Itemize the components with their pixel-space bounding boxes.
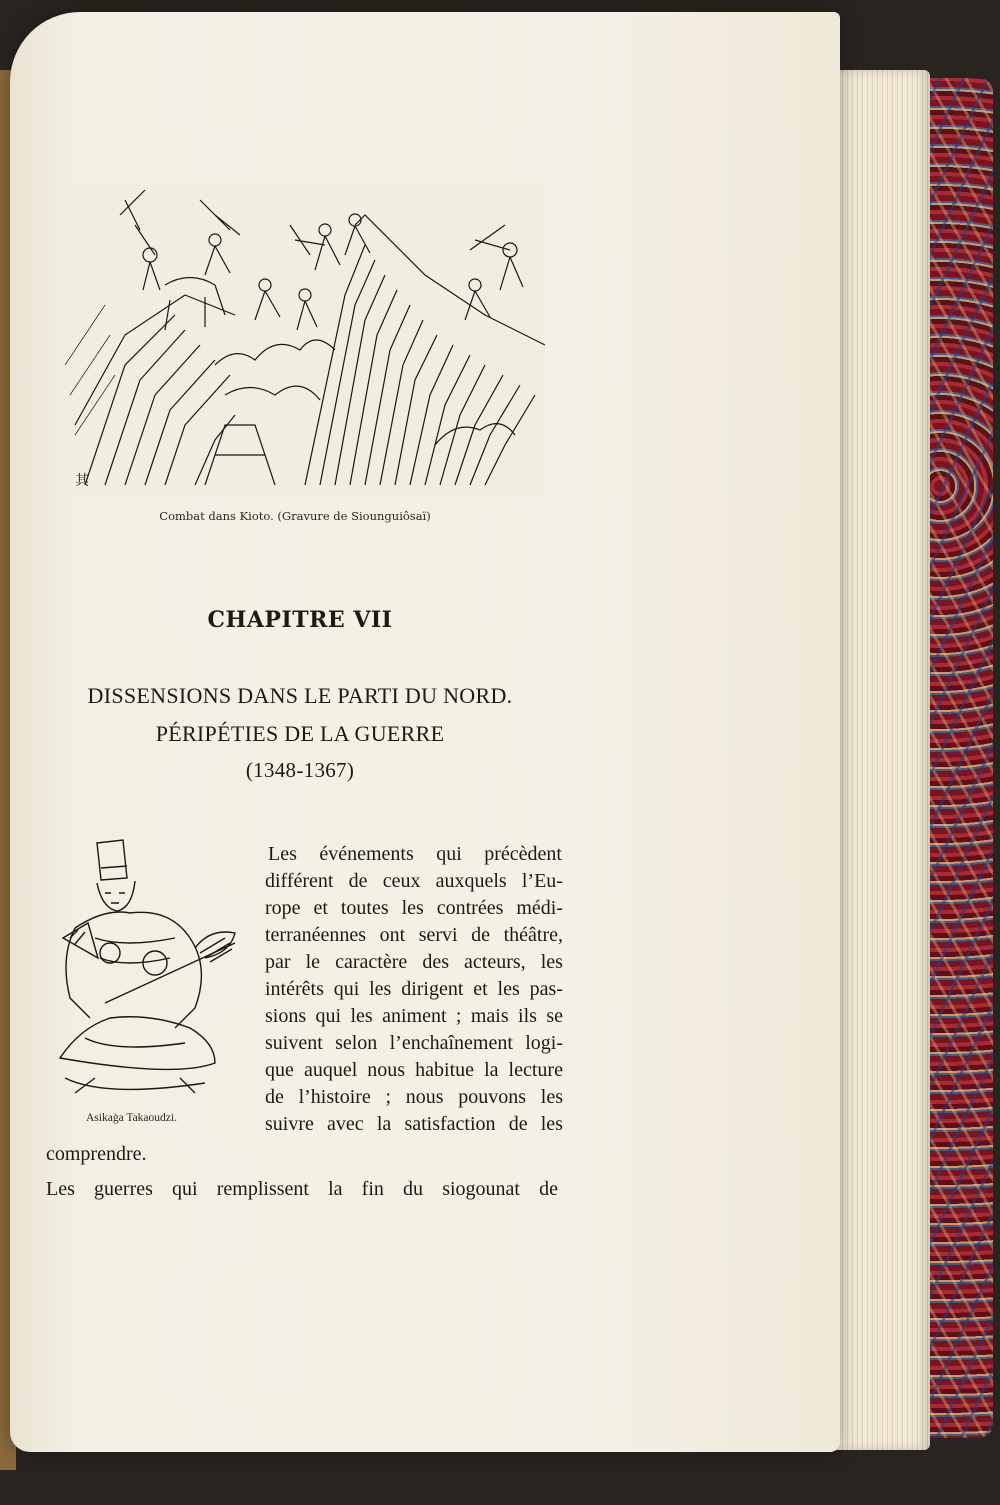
chapter-title-line-1: DISSENSIONS DANS LE PARTI DU NORD. (87, 683, 513, 708)
body-line-8: suivent selon l’enchaînement logi- (265, 1032, 563, 1054)
body-continuation: comprendre. (46, 1143, 147, 1165)
body-line-10: de l’histoire ; nous pouvons les (265, 1086, 563, 1108)
body-line-7: sions qui les animent ; mais ils se (265, 1005, 563, 1027)
chapter-dates: (1348-1367) (245, 758, 355, 782)
next-paragraph-line: Les guerres qui remplissent la fin du siogounat de (46, 1178, 558, 1200)
chapter-number: CHAPITRE VII (207, 607, 393, 633)
body-line-11: suivre avec la satisfaction de les (265, 1113, 563, 1135)
body-line-4: terranéennes ont servi de théâtre, (265, 924, 563, 946)
battle-engraving-illustration (65, 185, 545, 497)
svg-text:其: 其 (75, 473, 89, 489)
body-line-1: Les événements qui précèdent (268, 843, 562, 865)
body-line-2: différent de ceux auxquels l’Eu- (265, 870, 563, 892)
portrait-caption: Asikaġa Takaoudzi. (86, 1112, 177, 1124)
engraving-caption: Combat dans Kioto. (Gravure de Siounguiôsaï) (159, 509, 431, 523)
chapter-title-line-2: PÉRIPÉTIES DE LA GUERRE (155, 721, 445, 746)
page-stack-edge (830, 70, 930, 1450)
body-line-5: par le caractère des acteurs, les (265, 951, 563, 973)
body-line-9: que auquel nous habitue la lecture (265, 1059, 563, 1081)
body-line-6: intérêts qui les dirigent et les pas- (265, 978, 563, 1000)
portrait-illustration (45, 838, 245, 1108)
body-line-3: rope et toutes les contrées médi- (265, 897, 563, 919)
